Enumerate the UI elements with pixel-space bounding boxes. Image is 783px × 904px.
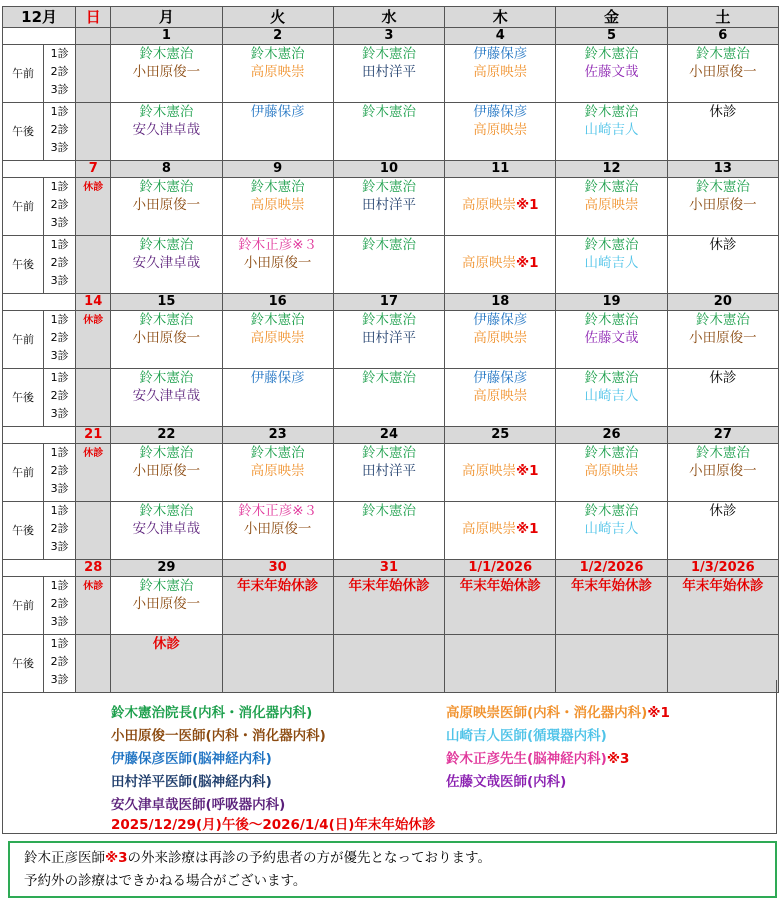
period-label: 午後 <box>3 502 44 560</box>
schedule-table <box>2 6 779 693</box>
schedule-cell <box>222 577 333 635</box>
doctor-name <box>445 236 555 254</box>
doctor-name: 伊藤保彦 <box>250 104 305 120</box>
doctor-name: 鈴木憲治 <box>139 445 194 461</box>
doctor-name: 安久津卓哉 <box>132 521 201 537</box>
doctor-name: 鈴木憲治 <box>250 312 305 328</box>
consult-room: 1診 <box>50 579 69 592</box>
consult-room: 3診 <box>50 274 69 287</box>
period-label: 午前 <box>3 444 44 502</box>
consult-room: 2診 <box>50 256 69 269</box>
schedule-cell <box>222 444 333 502</box>
schedule-cell <box>222 369 333 427</box>
schedule-cell <box>333 502 444 560</box>
doctor-name <box>445 178 555 196</box>
consult-room: 1診 <box>50 180 69 193</box>
schedule-cell <box>111 369 222 427</box>
consult-room-labels <box>44 577 76 635</box>
doctor-name: 鈴木憲治 <box>361 370 416 386</box>
doctor-name: 鈴木憲治 <box>584 179 639 195</box>
doctor-name: 鈴木憲治 <box>361 179 416 195</box>
doctor-name: 休診 <box>709 104 737 120</box>
schedule-cell <box>222 236 333 294</box>
doctor-name: 鈴木正彦※３ <box>238 503 318 519</box>
consult-room: 2診 <box>50 331 69 344</box>
schedule-cell <box>445 502 556 560</box>
doctor-name: 高原映崇※1 <box>461 463 539 479</box>
consult-room-labels <box>44 103 76 161</box>
doctor-name: 山崎吉人 <box>584 255 639 271</box>
footnote-mark: ※1 <box>515 463 539 479</box>
schedule-cell <box>667 236 778 294</box>
doctor-name: 小田原俊一 <box>689 197 757 213</box>
doctor-name <box>445 502 555 520</box>
date-row-spacer <box>3 427 76 444</box>
doctor-name: 伊藤保彦 <box>473 312 528 328</box>
date-cell: 25 <box>445 427 556 444</box>
date-cell: 1/2/2026 <box>556 560 667 577</box>
legend-suzuki-masahiko: 鈴木正彦先生(脳神経内科)※3 <box>446 751 630 767</box>
doctor-name: 高原映崇 <box>473 330 528 346</box>
schedule-cell <box>445 236 556 294</box>
consult-room-labels <box>44 502 76 560</box>
doctor-name: 安久津卓哉 <box>132 255 201 271</box>
doctor-name: 伊藤保彦 <box>473 370 528 386</box>
notice-box <box>8 841 777 898</box>
doctor-name: 鈴木憲治 <box>361 104 416 120</box>
date-cell: 1 <box>111 28 222 45</box>
consult-room-labels <box>44 311 76 369</box>
consult-room-labels <box>44 45 76 103</box>
doctor-name: 安久津卓哉 <box>132 388 201 404</box>
schedule-cell <box>445 444 556 502</box>
consult-room-labels <box>44 444 76 502</box>
doctor-name: 山崎吉人 <box>584 521 639 537</box>
sunday-date: 14 <box>76 294 111 311</box>
doctor-name: 鈴木憲治 <box>250 445 305 461</box>
doctor-name: 高原映崇 <box>250 64 305 80</box>
doctor-name: 伊藤保彦 <box>250 370 305 386</box>
consult-room-labels <box>44 178 76 236</box>
date-cell: 22 <box>111 427 222 444</box>
doctor-name: 佐藤文哉 <box>584 64 639 80</box>
doctor-name: 山崎吉人 <box>584 122 639 138</box>
day-name-sat: 土 <box>667 7 778 28</box>
doctor-name: 小田原俊一 <box>243 255 312 271</box>
sunday-cell <box>76 502 111 560</box>
schedule-cell <box>111 236 222 294</box>
doctor-name: 鈴木憲治 <box>250 46 305 62</box>
schedule-cell <box>111 444 222 502</box>
schedule-cell <box>556 444 667 502</box>
doctor-name: 鈴木正彦※３ <box>238 237 318 253</box>
doctor-name: 年末年始休診 <box>237 578 319 594</box>
schedule-cell <box>556 178 667 236</box>
sunday-cell: 休診 <box>76 444 111 502</box>
morning-row <box>3 45 779 103</box>
doctor-name: 佐藤文哉 <box>584 330 639 346</box>
doctor-name: 高原映崇※1 <box>461 197 539 213</box>
doctor-name: 伊藤保彦 <box>473 104 528 120</box>
schedule-cell <box>222 45 333 103</box>
date-cell: 26 <box>556 427 667 444</box>
date-cell: 1/3/2026 <box>667 560 778 577</box>
date-cell: 19 <box>556 294 667 311</box>
date-cell: 12 <box>556 161 667 178</box>
doctor-name: 高原映崇 <box>584 197 639 213</box>
doctor-name: 田村洋平 <box>361 463 416 479</box>
schedule-cell <box>445 45 556 103</box>
period-label: 午前 <box>3 577 44 635</box>
legend-tamura: 田村洋平医師(脳神経内科) <box>111 774 272 790</box>
doctor-name: 小田原俊一 <box>132 64 201 80</box>
schedule-cell <box>667 103 778 161</box>
consult-room: 3診 <box>50 615 69 628</box>
period-label: 午後 <box>3 103 44 161</box>
sunday-cell: 休診 <box>76 178 111 236</box>
date-row-spacer <box>3 560 76 577</box>
schedule-cell <box>333 311 444 369</box>
date-cell: 27 <box>667 427 778 444</box>
date-cell: 16 <box>222 294 333 311</box>
doctor-name: 鈴木憲治 <box>361 237 416 253</box>
doctor-name: 年末年始休診 <box>571 578 653 594</box>
consult-room: 1診 <box>50 637 69 650</box>
date-cell: 3 <box>333 28 444 45</box>
afternoon-row <box>3 236 779 294</box>
schedule-cell <box>556 311 667 369</box>
day-name-tue: 火 <box>222 7 333 28</box>
schedule-cell <box>333 444 444 502</box>
legend-sato: 佐藤文哉医師(内科) <box>446 774 567 790</box>
doctor-name: 高原映崇※1 <box>461 521 539 537</box>
consult-room: 3診 <box>50 540 69 553</box>
schedule-cell <box>556 577 667 635</box>
consult-room: 1診 <box>50 371 69 384</box>
date-row <box>3 427 779 444</box>
schedule-cell <box>333 103 444 161</box>
date-cell: 10 <box>333 161 444 178</box>
consult-room: 2診 <box>50 464 69 477</box>
date-row-spacer <box>3 28 76 45</box>
doctor-name: 小田原俊一 <box>132 463 201 479</box>
sunday-date: 21 <box>76 427 111 444</box>
sunday-cell: 休診 <box>76 577 111 635</box>
doctor-name: 鈴木憲治 <box>695 445 750 461</box>
date-cell: 13 <box>667 161 778 178</box>
doctor-name: 小田原俊一 <box>132 330 201 346</box>
date-row <box>3 28 779 45</box>
doctor-name: 田村洋平 <box>361 330 416 346</box>
consult-room: 1診 <box>50 105 69 118</box>
period-label: 午前 <box>3 178 44 236</box>
doctor-name: 小田原俊一 <box>689 463 757 479</box>
doctor-name: 鈴木憲治 <box>695 46 750 62</box>
consult-room: 2診 <box>50 198 69 211</box>
schedule-cell <box>667 577 778 635</box>
doctor-name: 鈴木憲治 <box>139 179 194 195</box>
date-cell: 31 <box>333 560 444 577</box>
doctor-name: 鈴木憲治 <box>139 104 194 120</box>
date-row-spacer <box>3 294 76 311</box>
doctor-name: 小田原俊一 <box>132 197 201 213</box>
schedule-cell <box>333 45 444 103</box>
schedule-cell <box>222 103 333 161</box>
day-name-mon: 月 <box>111 7 222 28</box>
doctor-name: 鈴木憲治 <box>361 445 416 461</box>
date-cell: 15 <box>111 294 222 311</box>
consult-room: 1診 <box>50 238 69 251</box>
morning-row <box>3 178 779 236</box>
consult-room: 2診 <box>50 522 69 535</box>
date-cell: 5 <box>556 28 667 45</box>
consult-room: 3診 <box>50 482 69 495</box>
doctor-name: 鈴木憲治 <box>139 578 194 594</box>
sunday-cell <box>76 369 111 427</box>
consult-room: 2診 <box>50 123 69 136</box>
doctor-name: 休診 <box>709 503 737 519</box>
doctor-name: 高原映崇※1 <box>461 255 539 271</box>
schedule-cell <box>556 369 667 427</box>
schedule-cell <box>111 103 222 161</box>
date-row <box>3 560 779 577</box>
date-cell: 8 <box>111 161 222 178</box>
footnote-mark: ※1 <box>515 521 539 537</box>
doctor-name: 鈴木憲治 <box>361 503 416 519</box>
day-name-fri: 金 <box>556 7 667 28</box>
doctor-name: 年末年始休診 <box>459 578 541 594</box>
legend-takahara: 高原映崇医師(内科・消化器内科)※1 <box>446 705 670 721</box>
doctor-name: 鈴木憲治 <box>250 179 305 195</box>
schedule-cell <box>667 502 778 560</box>
schedule-cell <box>333 369 444 427</box>
consult-room: 3診 <box>50 407 69 420</box>
doctor-name: 鈴木憲治 <box>139 370 194 386</box>
schedule-cell <box>111 178 222 236</box>
date-cell: 4 <box>445 28 556 45</box>
doctor-name: 田村洋平 <box>361 197 416 213</box>
schedule-cell <box>556 236 667 294</box>
date-cell: 6 <box>667 28 778 45</box>
period-label: 午後 <box>3 635 44 693</box>
header-row <box>3 7 779 28</box>
consult-room: 2診 <box>50 655 69 668</box>
notice-line-1: 鈴木正彦医師※3の外来診療は再診の予約患者の方が優先となっております。 <box>24 850 491 866</box>
sunday-cell: 休診 <box>76 311 111 369</box>
doctor-name: 高原映崇 <box>473 388 528 404</box>
doctor-name: 年末年始休診 <box>682 578 764 594</box>
day-name-thu: 木 <box>445 7 556 28</box>
doctor-name: 休診 <box>709 237 737 253</box>
doctor-name: 高原映崇 <box>473 64 528 80</box>
legend-suzuki-kenji: 鈴木憲治院長(内科・消化器内科) <box>111 705 313 721</box>
doctor-name: 鈴木憲治 <box>584 445 639 461</box>
consult-room: 1診 <box>50 47 69 60</box>
sunday-cell <box>76 236 111 294</box>
consult-room: 1診 <box>50 446 69 459</box>
date-row <box>3 294 779 311</box>
schedule-cell <box>333 577 444 635</box>
schedule-cell <box>445 103 556 161</box>
date-cell: 29 <box>111 560 222 577</box>
date-cell: 2 <box>222 28 333 45</box>
footnote-mark: ※1 <box>515 255 539 271</box>
sunday-date <box>76 28 111 45</box>
doctor-name: 鈴木憲治 <box>139 503 194 519</box>
consult-room-labels <box>44 369 76 427</box>
doctor-name: 鈴木憲治 <box>695 179 750 195</box>
morning-row <box>3 577 779 635</box>
schedule-cell <box>445 577 556 635</box>
schedule-cell <box>222 502 333 560</box>
period-label: 午後 <box>3 236 44 294</box>
consult-room: 3診 <box>50 349 69 362</box>
period-label: 午後 <box>3 369 44 427</box>
schedule-cell <box>667 45 778 103</box>
doctor-name <box>445 444 555 462</box>
date-cell: 11 <box>445 161 556 178</box>
doctor-name: 高原映崇 <box>250 330 305 346</box>
consult-room: 2診 <box>50 597 69 610</box>
doctor-name: 小田原俊一 <box>689 330 757 346</box>
doctor-name: 小田原俊一 <box>689 64 757 80</box>
doctor-name: 休診 <box>152 636 180 652</box>
date-row-spacer <box>3 161 76 178</box>
schedule-cell <box>111 45 222 103</box>
doctor-name: 鈴木憲治 <box>139 46 194 62</box>
doctor-name: 高原映崇 <box>250 463 305 479</box>
schedule-cell <box>667 444 778 502</box>
schedule-cell <box>556 45 667 103</box>
doctor-name: 高原映崇 <box>250 197 305 213</box>
doctor-name: 鈴木憲治 <box>139 312 194 328</box>
consult-room: 3診 <box>50 141 69 154</box>
consult-room: 3診 <box>50 673 69 686</box>
afternoon-row <box>3 103 779 161</box>
schedule-cell <box>445 178 556 236</box>
doctor-name: 鈴木憲治 <box>139 237 194 253</box>
footnote-mark: ※1 <box>515 197 539 213</box>
date-cell: 18 <box>445 294 556 311</box>
period-label: 午前 <box>3 311 44 369</box>
doctor-name: 鈴木憲治 <box>584 312 639 328</box>
consult-room: 1診 <box>50 313 69 326</box>
date-cell: 17 <box>333 294 444 311</box>
legend-ito: 伊藤保彦医師(脳神経内科) <box>111 751 272 767</box>
schedule-cell <box>222 178 333 236</box>
consult-room: 2診 <box>50 389 69 402</box>
doctor-name: 高原映崇 <box>584 463 639 479</box>
day-name-sun: 日 <box>76 7 111 28</box>
schedule-cell <box>333 178 444 236</box>
doctor-name: 鈴木憲治 <box>695 312 750 328</box>
doctor-name: 山崎吉人 <box>584 388 639 404</box>
period-label: 午前 <box>3 45 44 103</box>
afternoon-row <box>3 369 779 427</box>
doctor-name: 安久津卓哉 <box>132 122 201 138</box>
schedule-cell <box>556 502 667 560</box>
month-label: 12月 <box>3 7 76 28</box>
doctor-name: 鈴木憲治 <box>584 503 639 519</box>
schedule-cell <box>111 577 222 635</box>
doctor-name: 鈴木憲治 <box>361 46 416 62</box>
notice-line-2: 予約外の診療はできかねる場合がございます。 <box>24 873 307 889</box>
schedule-cell <box>667 178 778 236</box>
morning-row <box>3 444 779 502</box>
sunday-date: 28 <box>76 560 111 577</box>
date-cell: 1/1/2026 <box>445 560 556 577</box>
date-row <box>3 161 779 178</box>
date-cell: 23 <box>222 427 333 444</box>
schedule-cell <box>445 311 556 369</box>
doctor-name: 鈴木憲治 <box>584 370 639 386</box>
consult-room: 3診 <box>50 216 69 229</box>
schedule-cell <box>667 369 778 427</box>
consult-room-labels <box>44 236 76 294</box>
doctor-name: 鈴木憲治 <box>584 104 639 120</box>
doctor-name: 小田原俊一 <box>243 521 312 537</box>
doctor-legend <box>2 680 777 834</box>
doctor-name: 年末年始休診 <box>348 578 430 594</box>
date-cell: 30 <box>222 560 333 577</box>
doctor-name: 鈴木憲治 <box>584 46 639 62</box>
doctor-name: 小田原俊一 <box>132 596 201 612</box>
sunday-cell <box>76 103 111 161</box>
schedule-cell <box>222 311 333 369</box>
date-cell: 9 <box>222 161 333 178</box>
sunday-cell <box>76 45 111 103</box>
consult-room: 2診 <box>50 65 69 78</box>
doctor-name: 高原映崇 <box>473 122 528 138</box>
schedule-cell <box>111 502 222 560</box>
doctor-name: 休診 <box>709 370 737 386</box>
schedule-cell <box>111 311 222 369</box>
schedule-cell <box>333 236 444 294</box>
legend-yamazaki: 山崎吉人医師(循環器内科) <box>446 728 607 744</box>
doctor-name: 鈴木憲治 <box>584 237 639 253</box>
schedule-cell <box>667 311 778 369</box>
doctor-name: 鈴木憲治 <box>361 312 416 328</box>
consult-room: 1診 <box>50 504 69 517</box>
doctor-name: 伊藤保彦 <box>473 46 528 62</box>
schedule-cell <box>556 103 667 161</box>
schedule-cell <box>445 369 556 427</box>
legend-akutsu: 安久津卓哉医師(呼吸器内科) <box>111 797 286 813</box>
sunday-date: 7 <box>76 161 111 178</box>
legend-closure-notice: 2025/12/29(月)午後～2026/1/4(日)年末年始休診 <box>111 817 436 833</box>
date-cell: 20 <box>667 294 778 311</box>
morning-row <box>3 311 779 369</box>
day-name-wed: 水 <box>333 7 444 28</box>
date-cell: 24 <box>333 427 444 444</box>
doctor-name: 田村洋平 <box>361 64 416 80</box>
afternoon-row <box>3 502 779 560</box>
consult-room: 3診 <box>50 83 69 96</box>
legend-odawara: 小田原俊一医師(内科・消化器内科) <box>111 728 326 744</box>
